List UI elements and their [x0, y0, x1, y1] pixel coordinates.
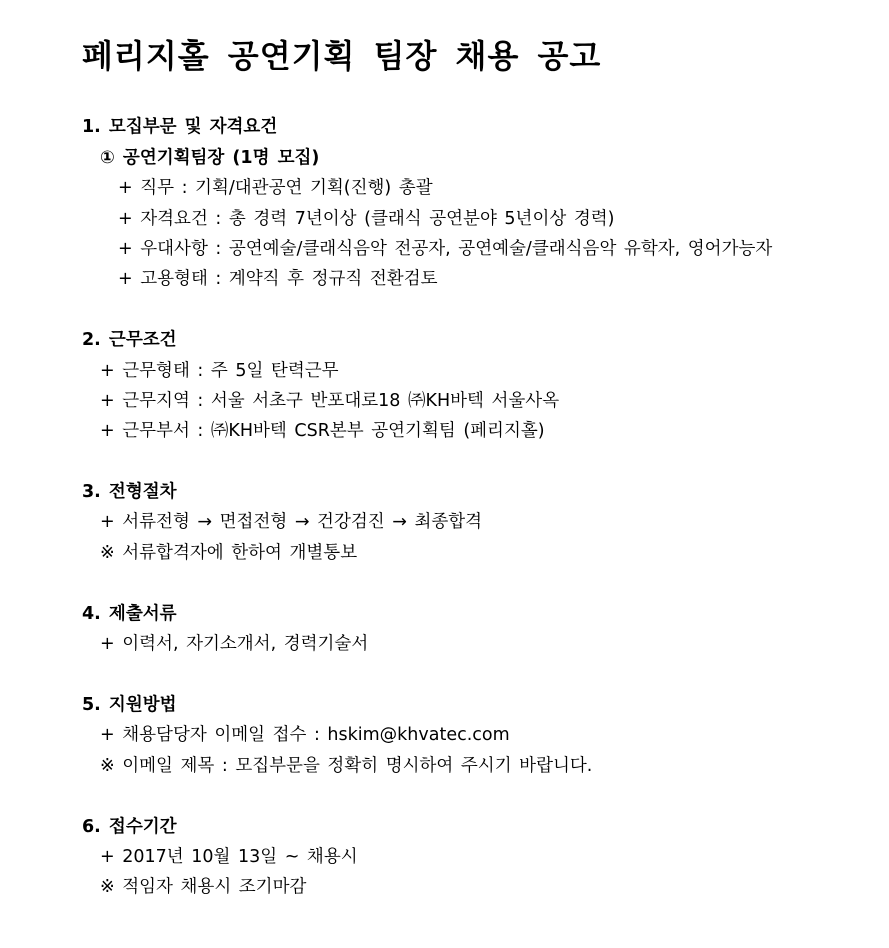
section-heading-period: 6. 접수기간 [82, 817, 177, 837]
list-item-preference: + 우대사항 : 공연예술/클래식음악 전공자, 공연예술/클래식음악 유학자, 영어가능자 [118, 239, 773, 259]
list-item-work-location: + 근무지역 : 서울 서초구 반포대로18 ㈜KH바텍 서울사옥 [100, 391, 560, 411]
section-heading-conditions: 2. 근무조건 [82, 330, 177, 350]
section-heading-process: 3. 전형절차 [82, 482, 177, 502]
list-item-documents: + 이력서, 자기소개서, 경력기술서 [100, 634, 369, 654]
list-item-duty: + 직무 : 기획/대관공연 기획(진행) 총괄 [118, 178, 433, 198]
list-item-apply-email: + 채용담당자 이메일 접수 : hskim@khvatec.com [100, 725, 510, 745]
position-subheading: ① 공연기획팀장 (1명 모집) [100, 148, 320, 168]
section-heading-apply: 5. 지원방법 [82, 695, 177, 715]
section-heading-documents: 4. 제출서류 [82, 604, 177, 624]
section-heading-recruitment: 1. 모집부문 및 자격요건 [82, 117, 278, 137]
list-item-period: + 2017년 10월 13일 ~ 채용시 [100, 847, 358, 867]
list-item-employment-type: + 고용형태 : 계약직 후 정규직 전환검토 [118, 269, 438, 289]
list-item-department: + 근무부서 : ㈜KH바텍 CSR본부 공연기획팀 (페리지홀) [100, 421, 545, 441]
list-item-qualification: + 자격요건 : 총 경력 7년이상 (클래식 공연분야 5년이상 경력) [118, 209, 615, 229]
list-item-work-type: + 근무형태 : 주 5일 탄력근무 [100, 361, 339, 381]
note-email-subject: ※ 이메일 제목 : 모집부문을 정확히 명시하여 주시기 바랍니다. [100, 756, 593, 776]
page-title: 페리지홀 공연기획 팀장 채용 공고 [82, 37, 602, 75]
note-document-pass: ※ 서류합격자에 한하여 개별통보 [100, 543, 358, 563]
list-item-process-steps: + 서류전형 → 면접전형 → 건강검진 → 최종합격 [100, 512, 483, 532]
note-early-close: ※ 적임자 채용시 조기마감 [100, 877, 307, 897]
